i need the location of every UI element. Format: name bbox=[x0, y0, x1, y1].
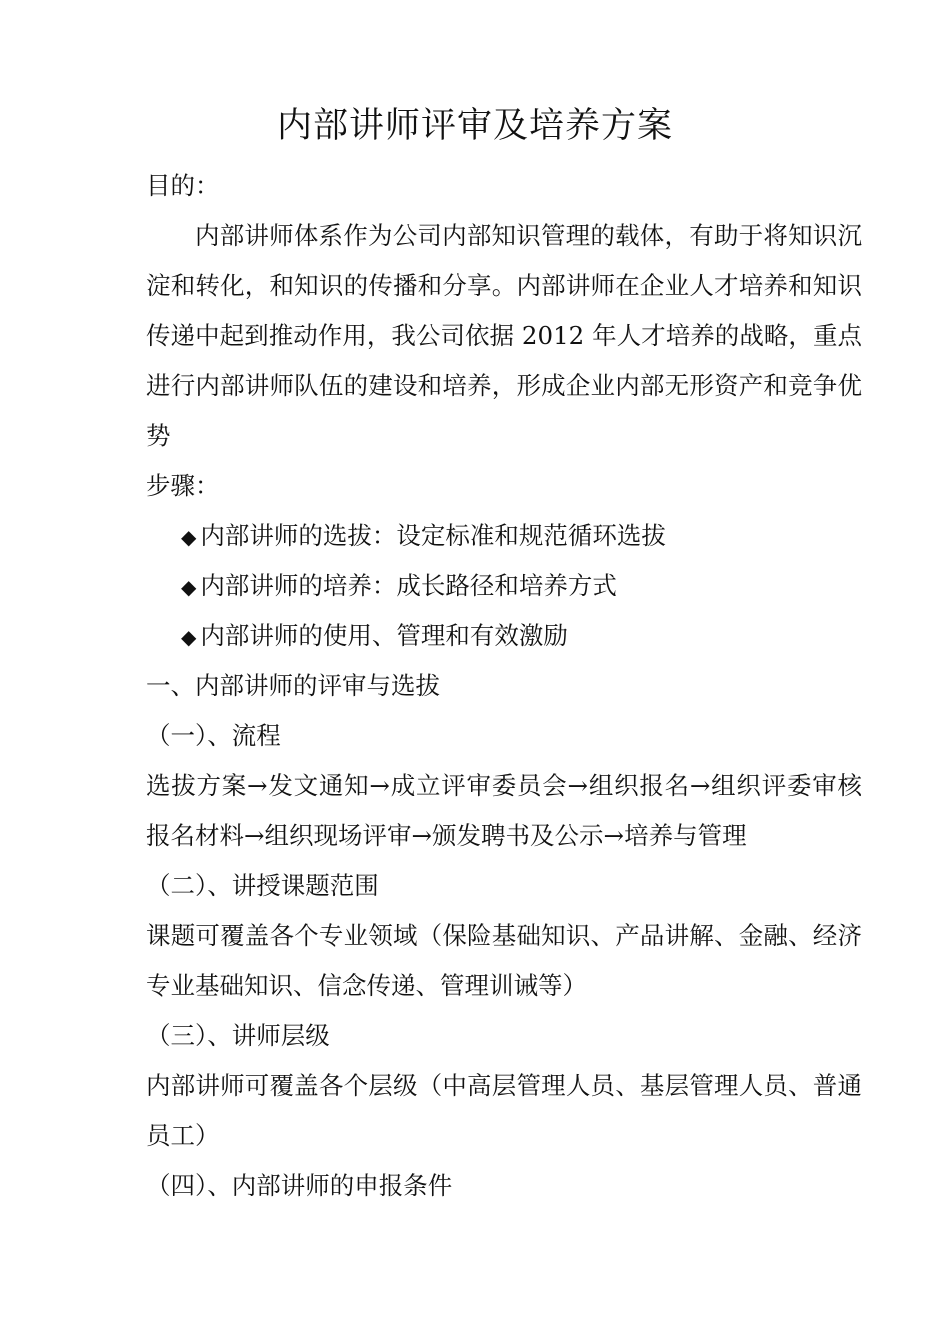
steps-heading: 步骤： bbox=[146, 471, 220, 500]
step-item bbox=[146, 561, 862, 611]
diamond-bullet-icon: ◆ bbox=[181, 625, 197, 649]
subsection2-heading: （二）、讲授课题范围 bbox=[146, 871, 379, 900]
step-item-text: 内部讲师的使用、管理和有效激励 bbox=[200, 621, 568, 650]
subsection3-text: 内部讲师可覆盖各个层级（中高层管理人员、基层管理人员、普通员工） bbox=[146, 1071, 862, 1150]
subsection4-heading: （四）、内部讲师的申报条件 bbox=[146, 1171, 453, 1200]
subsection3-heading: （三）、讲师层级 bbox=[146, 1021, 330, 1050]
subsection1-text: 选拔方案→发文通知→成立评审委员会→组织报名→组织评委审核报名材料→组织现场评审→颁发聘书及公示→培养与管理 bbox=[146, 771, 862, 850]
diamond-bullet-icon: ◆ bbox=[181, 525, 197, 549]
purpose-paragraph: 内部讲师体系作为公司内部知识管理的载体，有助于将知识沉淀和转化，和知识的传播和分享。内部讲师在企业人才培养和知识传递中起到推动作用，我公司依据 2012 年人才培养的战略，重点进行内部讲师队伍的建设和培养，形成企业内部无形资产和竞争优势 bbox=[146, 221, 862, 450]
step-item-text: 内部讲师的选拔：设定标准和规范循环选拔 bbox=[200, 521, 666, 550]
section1-heading: 一、内部讲师的评审与选拔 bbox=[146, 671, 440, 700]
purpose-heading: 目的： bbox=[146, 171, 220, 200]
diamond-bullet-icon: ◆ bbox=[181, 575, 197, 599]
subsection2-text: 课题可覆盖各个专业领域（保险基础知识、产品讲解、金融、经济专业基础知识、信念传递、管理训诫等） bbox=[146, 921, 862, 1000]
subsection1-heading: （一）、流程 bbox=[146, 721, 281, 750]
step-item bbox=[146, 511, 862, 561]
step-item-text: 内部讲师的培养：成长路径和培养方式 bbox=[200, 571, 617, 600]
step-item bbox=[146, 611, 862, 661]
document-body bbox=[146, 161, 862, 1211]
document-title: 内部讲师评审及培养方案 bbox=[276, 106, 673, 146]
